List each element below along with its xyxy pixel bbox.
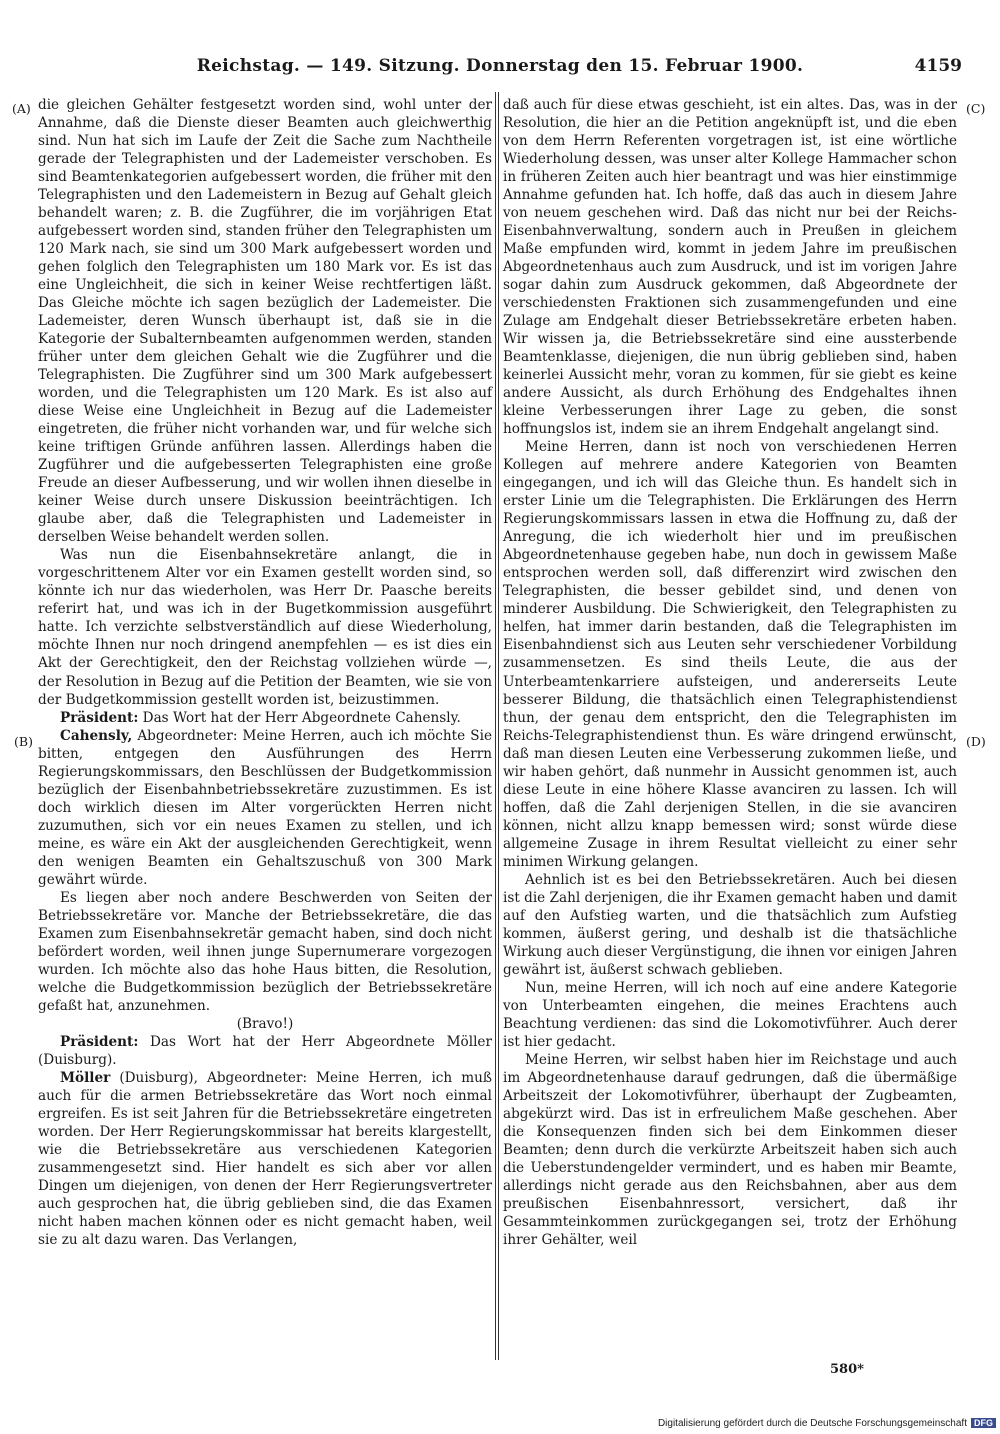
- margin-marker-d: (D): [966, 734, 986, 749]
- speech-paragraph: [38, 709, 492, 727]
- running-title: Reichstag. — 149. Sitzung. Donnerstag den 15. Februar 1900.: [196, 56, 804, 76]
- paragraph: Nun, meine Herren, will ich noch auf eine andere Kategorie von Unterbeamten eingehen, die meines Erachtens auch Beachtung verdienen: das sind die Lokomotivführer. Auch derer ist hier gedacht.: [503, 979, 957, 1050]
- paragraph: Es liegen aber noch andere Beschwerden von Seiten der Betriebssekretäre vor. Manche der Betriebssekretäre, die das Examen zum Eisenbahnsekretär gemacht haben, sind doch nicht befördert worden, weil ihnen junge Supernumerare vorgezogen wurden. Ich möchte also das hohe Haus bitten, die Resolution, welche die Budgetkommission bezüglich der Betriebssekretäre gefaßt hat, anzunehmen.: [38, 889, 492, 1014]
- footer: [658, 1418, 996, 1429]
- margin-marker-a: (A): [12, 101, 31, 116]
- column-divider: [495, 92, 496, 1360]
- paragraph: Aehnlich ist es bei den Betriebssekretären. Auch bei diesen ist die Zahl derjenigen, die ihr Examen gemacht haben und damit auf den Aufstieg warten, und die thatsächlich zum Aufstieg kommen, äußerst gering, und deshalb ist die thatsächliche Wirkung auch dieser Vergünstigung, die ihnen vor einigen Jahren gewährt ist, äußerst schwach geblieben.: [503, 871, 957, 978]
- right-column: [503, 96, 957, 1249]
- speech-paragraph: [38, 727, 492, 889]
- speech-text: Abgeordneter: Meine Herren, auch ich möchte Sie bitten, entgegen den Ausführungen des Herrn Regierungskommissars, den Beschlüssen der Budgetkommission bezüglich der Eisenbahnbetriebssekretäre zuzustimmen. Es ist doch wirklich diesen im Alter vorgerückten Herren nicht zuzumuthen, sich vor ein neues Examen zu stellen, und ich meine, es wäre ein Akt der ausgleichenden Gerechtigkeit, wenn den wenigen Beamten ein Gehaltszuschuß von 300 Mark gewährt würde.: [38, 727, 493, 888]
- margin-marker-b: (B): [14, 734, 33, 749]
- speech-text: Das Wort hat der Herr Abgeordnete Möller (Duisburg).: [38, 1033, 492, 1068]
- speaker-name: Präsident:: [60, 1033, 139, 1050]
- margin-marker-c: (C): [966, 101, 986, 116]
- paragraph: Meine Herren, dann ist noch von verschiedenen Herren Kollegen auf mehrere andere Kategorien von Beamten eingegangen, und ich will das Gleiche thun. Es handelt sich in erster Linie um die Telegraphisten. Die Erklärungen des Herrn Regierungskommissars lassen in etwa die Hoffnung zu, daß der Anregung, die ich wiederholt hier und im preußischen Abgeordnetenhause gegeben habe, nun doch in gewissem Maße entsprochen werden soll, daß differenzirt wird zwischen den Telegraphisten, die besser gebildet sind, und denen von minderer Ausbildung. Die Schwierigkeit, den Telegraphisten zu helfen, hat immer darin bestanden, daß die Telegraphisten im Eisenbahndienst sich aus Leuten sehr verschiedener Vorbildung zusammensetzen. Es sind theils Leute, die aus der Unterbeamtenkarriere aufsteigen, und andererseits Leute besserer Bildung, die thatsächlich einen Telegraphistendienst thun, der genau dem entspricht, den die Telegraphisten im Reichs-Telegraphistendienst thun. Es wäre dringend erwünscht, daß man diesen Leuten eine Verbesserung zukommen ließe, und wir haben gehört, daß nunmehr in Aussicht genommen ist, auch diese Leute in eine höhere Klasse avanciren zu lassen. Ich will hoffen, daß die Zahl derjenigen Stellen, in die sie avanciren können, nicht allzu knapp bemessen wird; sonst würde diese allgemeine Zusage in ihrem Resultat vielleicht zu einer sehr minimen Wirkung gelangen.: [503, 439, 957, 870]
- speech-text: Das Wort hat der Herr Abgeordnete Cahensly.: [142, 709, 461, 726]
- speaker-name: Präsident:: [60, 709, 139, 726]
- signature-mark: 580*: [830, 1362, 864, 1377]
- speaker-name: Möller: [60, 1069, 111, 1086]
- page-number: 4159: [914, 56, 962, 76]
- speech-paragraph: [38, 1069, 492, 1249]
- footer-text: Digitalisierung gefördert durch die Deutsche Forschungsgemeinschaft: [657, 1418, 967, 1429]
- paragraph: Meine Herren, wir selbst haben hier im Reichstage und auch im Abgeordnetenhause darauf gedrungen, daß die übermäßige Arbeitszeit der Lokomotivführer, überhaupt der Zugbeamten, abgekürzt wird. Das ist in erfreulichem Maße geschehen. Aber die Konsequenzen finden sich bei dem Einkommen dieser Beamten; denn durch die verkürzte Arbeitszeit haben sich auch die Ueberstundengelder vermindert, und es haben mir Beamte, allerdings nicht gerade aus den Reichsbahnen, aber aus dem preußischen Eisenbahnressort, versichert, daß ihr Gesammteinkommen zurückgegangen sei, trotz der Erhöhung ihrer Gehälter, weil: [503, 1051, 957, 1248]
- speech-paragraph: [38, 1033, 492, 1069]
- speech-text: (Duisburg), Abgeordneter: Meine Herren, ich muß auch für die armen Betriebssekretäre das Wort noch einmal ergreifen. Es ist seit Jahren für die Betriebssekretäre eingetreten worden. Der Herr Regierungskommissar hat bereits klargestellt, wie die Betriebssekretäre aus verschiedenen Kategorien zusammengesetzt sind. Hier handelt es sich aber vor allen Dingen um diejenigen, von denen der Herr Regierungsvertreter auch gesprochen hat, die übrig geblieben sind, die das Examen nicht haben machen können oder es nicht gemacht haben, weil sie zu alt dazu waren. Das Verlangen,: [38, 1069, 492, 1248]
- paragraph: Was nun die Eisenbahnsekretäre anlangt, die in vorgeschrittenem Alter vor ein Examen gestellt worden sind, so könnte ich nur das wiederholen, was Herr Dr. Paasche bereits referirt hat, und was ich in der Bugetkommission ausgeführt hatte. Ich verzichte selbstverständlich auf diese Wiederholung, möchte Ihnen nur noch dringend anempfehlen — es ist dies ein Akt der Gerechtigkeit, den der Reichstag vollziehen würde —, der Resolution in Bezug auf die Petition der Beamten, wie sie von der Budgetkommission gestellt worden ist, beizustimmen.: [38, 547, 492, 708]
- page-header: [0, 56, 1000, 82]
- left-column: [38, 96, 492, 1249]
- speaker-name: Cahensly,: [60, 727, 133, 744]
- dfg-logo: DFG: [971, 1418, 996, 1428]
- column-divider-inner: [498, 92, 499, 1360]
- paragraph: daß auch für diese etwas geschieht, ist ein altes. Das, was in der Resolution, die hier an die Petition angeknüpft ist, und die eben von dem Herrn Referenten vorgetragen ist, ist eine wörtliche Wiederholung dessen, was unser alter Kollege Hammacher schon in früheren Zeiten auch hier beantragt und was hier einstimmige Annahme gefunden hat. Ich hoffe, daß das auch in diesem Jahre von neuem geschehen wird. Daß das nicht nur bei der Reichs-Eisenbahnverwaltung, sondern auch in Preußen in gleichem Maße empfunden wird, kommt in jedem Jahre im preußischen Abgeordnetenhaus auch zum Ausdruck, und ist im vorigen Jahre sogar dahin zum Ausdruck gekommen, daß Abgeordnete der verschiedensten Fraktionen sich zusammengefunden und eine Zulage am Endgehalt dieser Betriebssekretäre erbeten haben. Wir wissen ja, die Betriebssekretäre sind eine aussterbende Beamtenklasse, diejenigen, die nun übrig geblieben sind, haben keinerlei Aussicht mehr, voran zu kommen, für sie giebt es keine andere Aussicht, als durch Erhöhung des Endgehaltes ihnen kleine Verbesserungen ihrer Lage zu geben, die sonst hoffnungslos ist, indem sie an ihrem Endgehalt angelangt sind.: [503, 97, 957, 438]
- interjection: (Bravo!): [236, 1015, 294, 1032]
- paragraph: die gleichen Gehälter festgesetzt worden sind, wohl unter der Annahme, daß die Dienste dieser Beamten auch gleichwerthig sind. Nun hat sich im Laufe der Zeit die Sache zum Nachtheile gerade der Telegraphisten und der Lademeister verschoben. Es sind Beamtenkategorien aufgebessert worden, die früher mit den Telegraphisten und den Lademeistern in Bezug auf Gehalt gleich behandelt waren; z. B. die Zugführer, die im vorjährigen Etat aufgebessert worden sind, standen früher den Telegraphisten um 120 Mark nach, sie sind um 300 Mark aufgebessert worden und gehen folglich den Telegraphisten um 180 Mark vor. Es ist das eine Ungleichheit, die sich in keiner Weise rechtfertigen läßt. Das Gleiche möchte ich sagen bezüglich der Lademeister. Die Lademeister, deren Wunsch überhaupt ist, daß sie in die Kategorie der Subalternbeamten aufgenommen werden, standen früher unter dem gleichen Gehalt wie die Zugführer und die Telegraphisten. Die Zugführer sind um 300 Mark aufgebessert worden, und die Telegraphisten um 120 Mark. Es ist also auf diese Weise eine Ungleichheit in Bezug auf die Lademeister eingetreten, die früher nicht vorhanden war, und für welche sich keine triftigen Gründe anführen lassen. Allerdings haben die Zugführer und die aufgebesserten Telegraphisten eine große Freude an dieser Aufbesserung, und wir wollen ihnen dieselbe in keiner Weise durch unsere Diskussion beeinträchtigen. Ich glaube aber, daß die Telegraphisten und Lademeister in derselben Weise behandelt werden sollen.: [38, 97, 492, 546]
